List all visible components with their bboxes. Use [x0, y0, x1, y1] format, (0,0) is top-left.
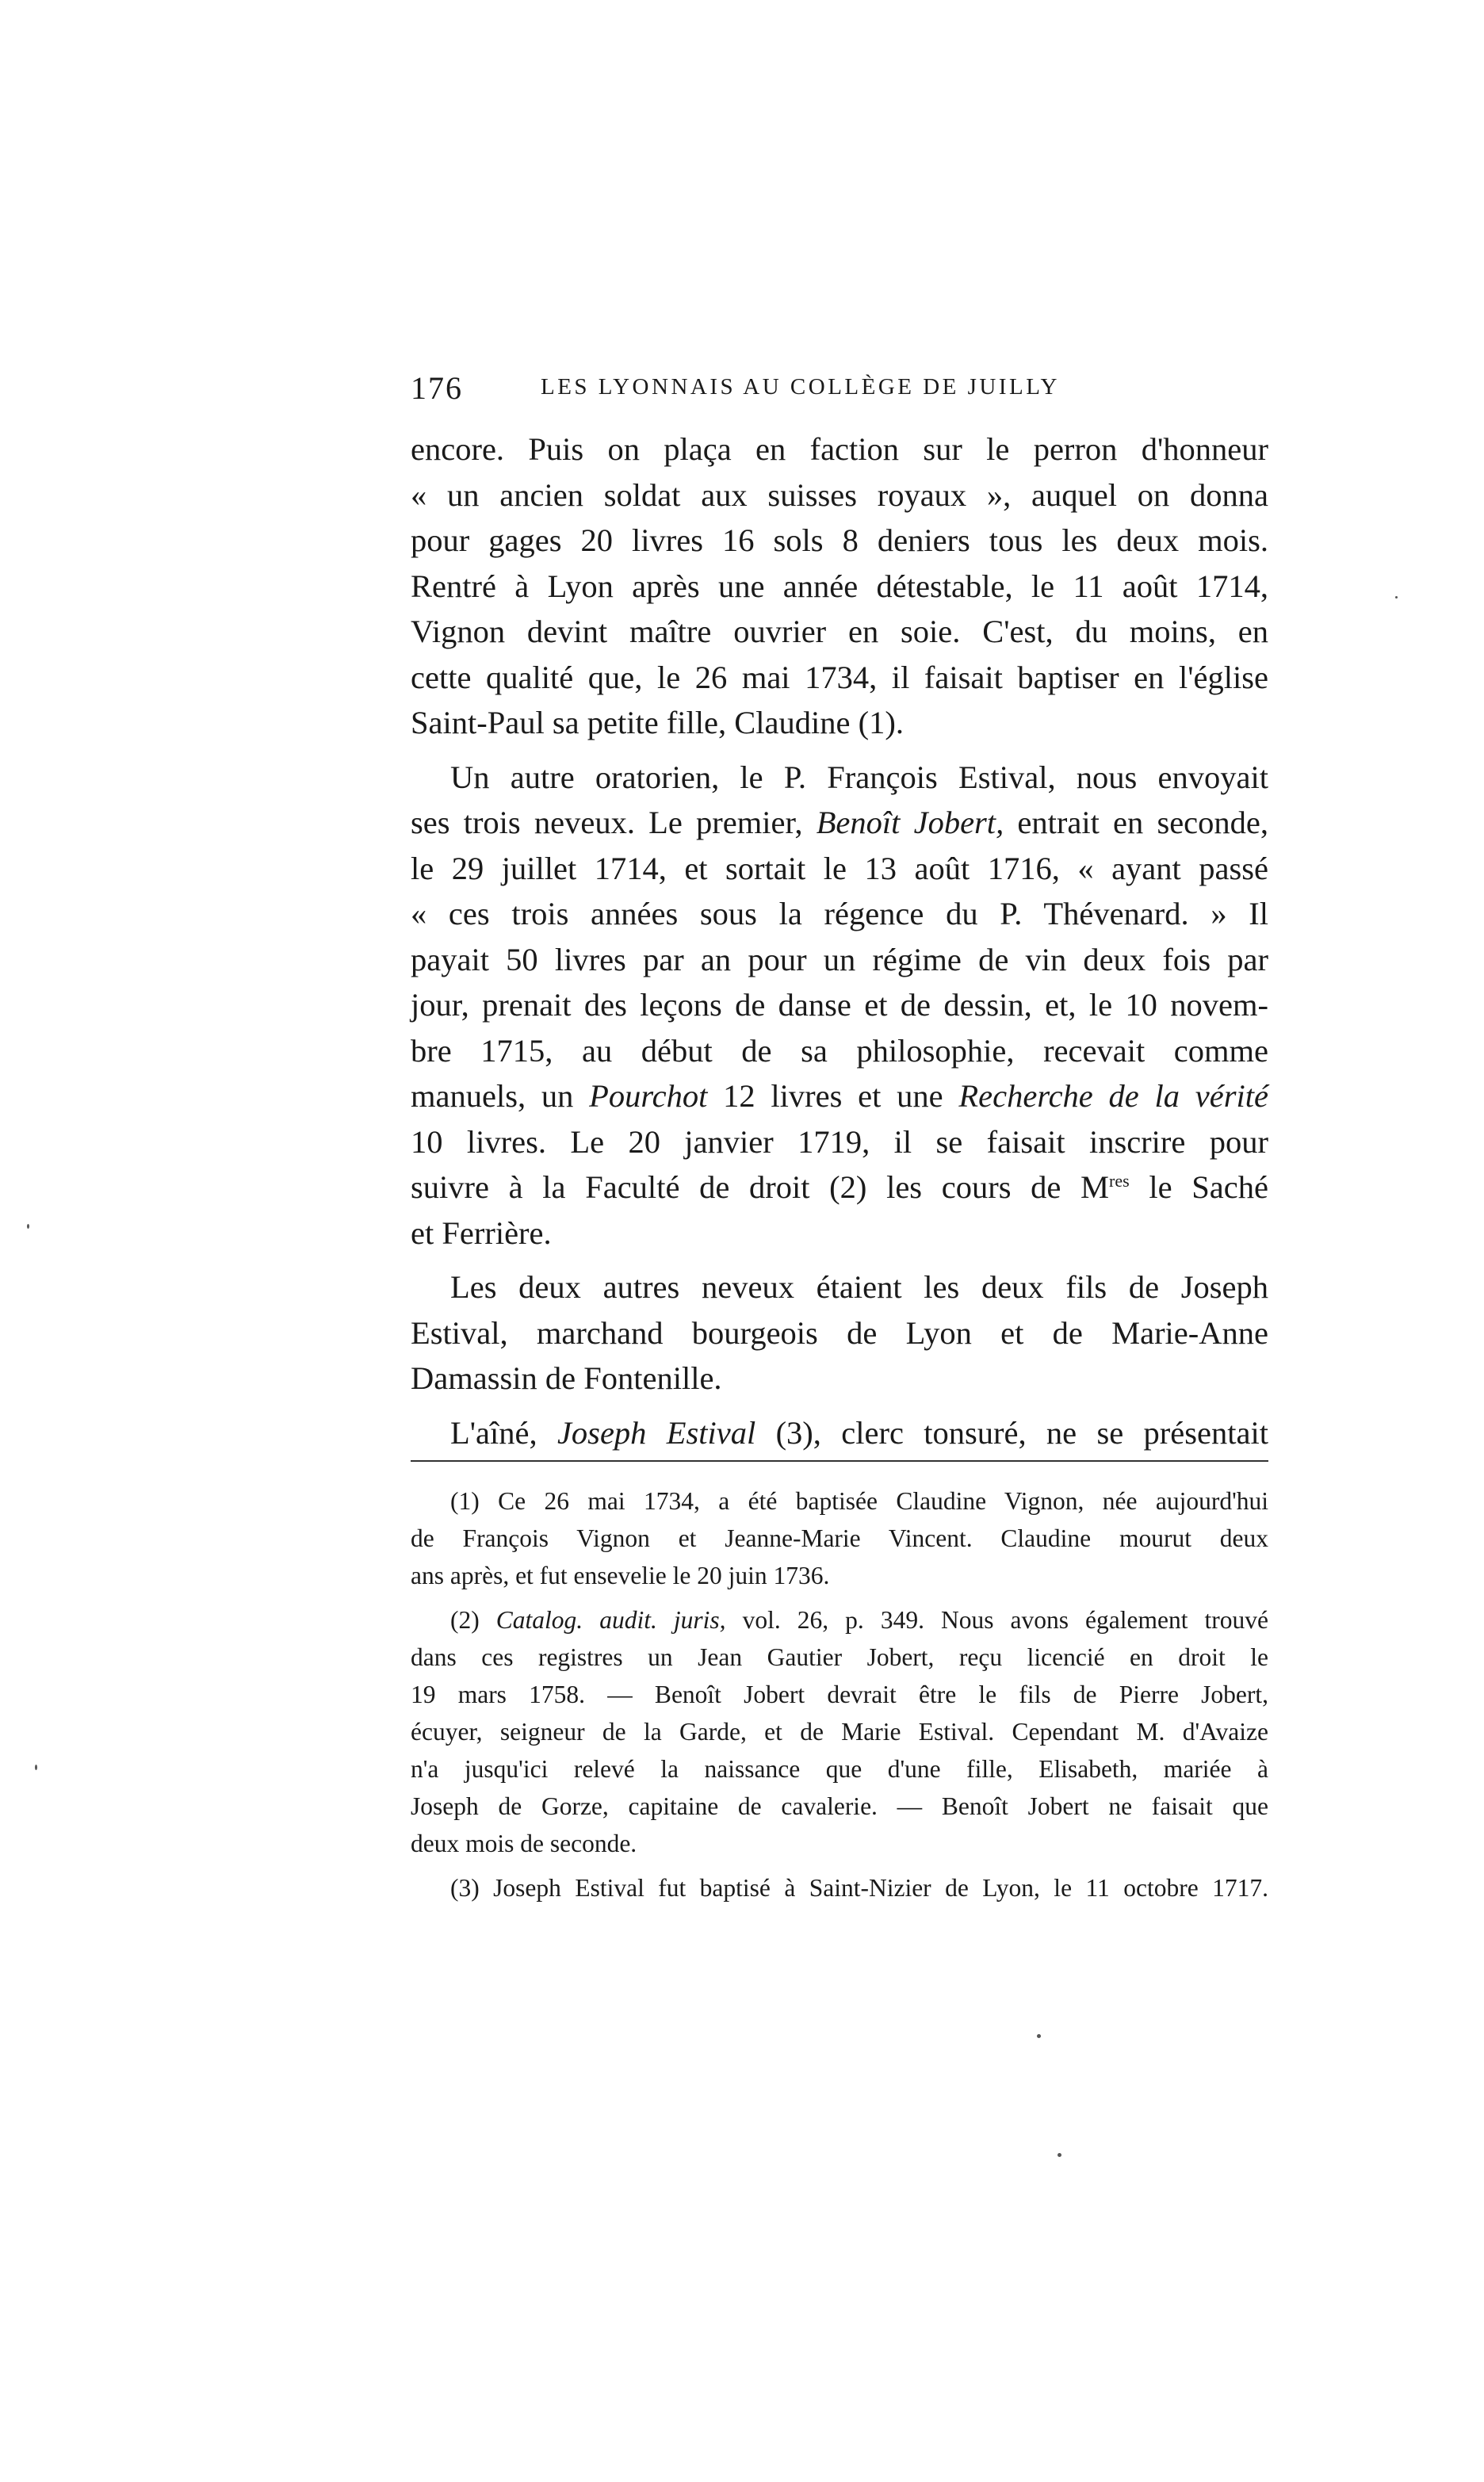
footnote-line: de François Vignon et Jeanne-Marie Vincent. Claudine mourut deux — [411, 1524, 1268, 1552]
footnote-line: ans après, et fut ensevelie le 20 juin 1736. — [411, 1562, 830, 1589]
main-text — [411, 426, 1268, 1455]
page-header — [411, 369, 1268, 417]
citation-catalog: Catalog. audit. juris, — [495, 1606, 726, 1634]
footnote-rule — [411, 1460, 1268, 1462]
footnote-line: (2) Catalog. audit. juris, vol. 26, p. 349. Nous avons également trouvé — [450, 1606, 1269, 1634]
title-recherche: Recherche de la vérité — [958, 1078, 1269, 1114]
text-line: et Ferrière. — [411, 1214, 552, 1251]
scan-speck — [1037, 2034, 1041, 2038]
text-line: bre 1715, au début de sa philosophie, recevait comme — [411, 1032, 1268, 1069]
footnote-line: n'a jusqu'ici relevé la naissance que d'une fille, Elisabeth, mariée à — [411, 1755, 1268, 1783]
text-line: Les deux autres neveux étaient les deux fils de Joseph — [450, 1269, 1268, 1305]
footnotes — [411, 1482, 1268, 1906]
text-line: Un autre oratorien, le P. François Estival, nous envoyait — [450, 759, 1268, 795]
text-line: cette qualité que, le 26 mai 1734, il faisait baptiser en l'église — [411, 659, 1268, 695]
footnote-line: (1) Ce 26 mai 1734, a été baptisée Claudine Vignon, née aujourd'hui — [450, 1487, 1268, 1515]
text-line: Estival, marchand bourgeois de Lyon et de Marie-Anne — [411, 1314, 1268, 1351]
footnote-line: 19 mars 1758. — Benoît Jobert devrait être le fils de Pierre Jobert, — [411, 1681, 1268, 1708]
text-line: payait 50 livres par an pour un régime de vin deux fois par — [411, 941, 1268, 977]
footnote-line: écuyer, seigneur de la Garde, et de Marie Estival. Cependant M. d'Avaize — [411, 1718, 1268, 1746]
text-line: encore. Puis on plaça en faction sur le perron d'honneur — [411, 431, 1268, 467]
text-line: le 29 juillet 1714, et sortait le 13 août 1716, « ayant passé — [411, 850, 1268, 886]
name-benoit-jobert: Benoît Jobert, — [816, 805, 1004, 840]
text-line: manuels, un Pourchot 12 livres et une Recherche de la vérité — [411, 1078, 1269, 1114]
superscript: res — [1109, 1171, 1130, 1191]
text-line: « ces trois années sous la régence du P. Thévenard. » Il — [411, 896, 1268, 931]
text-line: jour, prenait des leçons de danse et de dessin, et, le 10 novem- — [411, 987, 1268, 1023]
scan-speck — [27, 1224, 29, 1229]
footnote-line: (3) Joseph Estival fut baptisé à Saint-Nizier de Lyon, le 11 octobre 1717. — [450, 1874, 1268, 1902]
text-line: suivre à la Faculté de droit (2) les cours de Mres le Saché — [411, 1169, 1268, 1205]
running-title: LES LYONNAIS AU COLLÈGE DE JUILLY — [541, 374, 1061, 400]
scan-speck — [1058, 2153, 1061, 2157]
text-line: Rentré à Lyon après une année détestable, le 11 août 1714, — [411, 568, 1268, 604]
text-line: 10 livres. Le 20 janvier 1719, il se faisait inscrire pour — [411, 1123, 1268, 1160]
text-line: pour gages 20 livres 16 sols 8 deniers tous les deux mois. — [411, 522, 1268, 558]
text-line: ses trois neveux. Le premier, Benoît Jobert, entrait en seconde, — [411, 805, 1269, 840]
footnote-line: Joseph de Gorze, capitaine de cavalerie. — Benoît Jobert ne faisait que — [411, 1792, 1268, 1820]
text-line: L'aîné, Joseph Estival (3), clerc tonsuré, ne se présentait — [450, 1414, 1268, 1451]
text-line: « un ancien soldat aux suisses royaux », auquel on donna — [411, 476, 1268, 513]
title-pourchot: Pourchot — [589, 1078, 708, 1114]
footnote-line: dans ces registres un Jean Gautier Jobert, reçu licencié en droit le — [411, 1643, 1268, 1671]
name-joseph-estival: Joseph Estival — [556, 1414, 756, 1451]
scan-speck — [1395, 596, 1398, 599]
text-line: Damassin de Fontenille. — [411, 1360, 722, 1396]
text-line: Vignon devint maître ouvrier en soie. C'est, du moins, en — [411, 614, 1268, 649]
scan-speck — [35, 1765, 37, 1770]
page-number: 176 — [411, 370, 463, 406]
text-line: Saint-Paul sa petite fille, Claudine (1). — [411, 705, 904, 740]
footnote-line: deux mois de seconde. — [411, 1830, 637, 1857]
